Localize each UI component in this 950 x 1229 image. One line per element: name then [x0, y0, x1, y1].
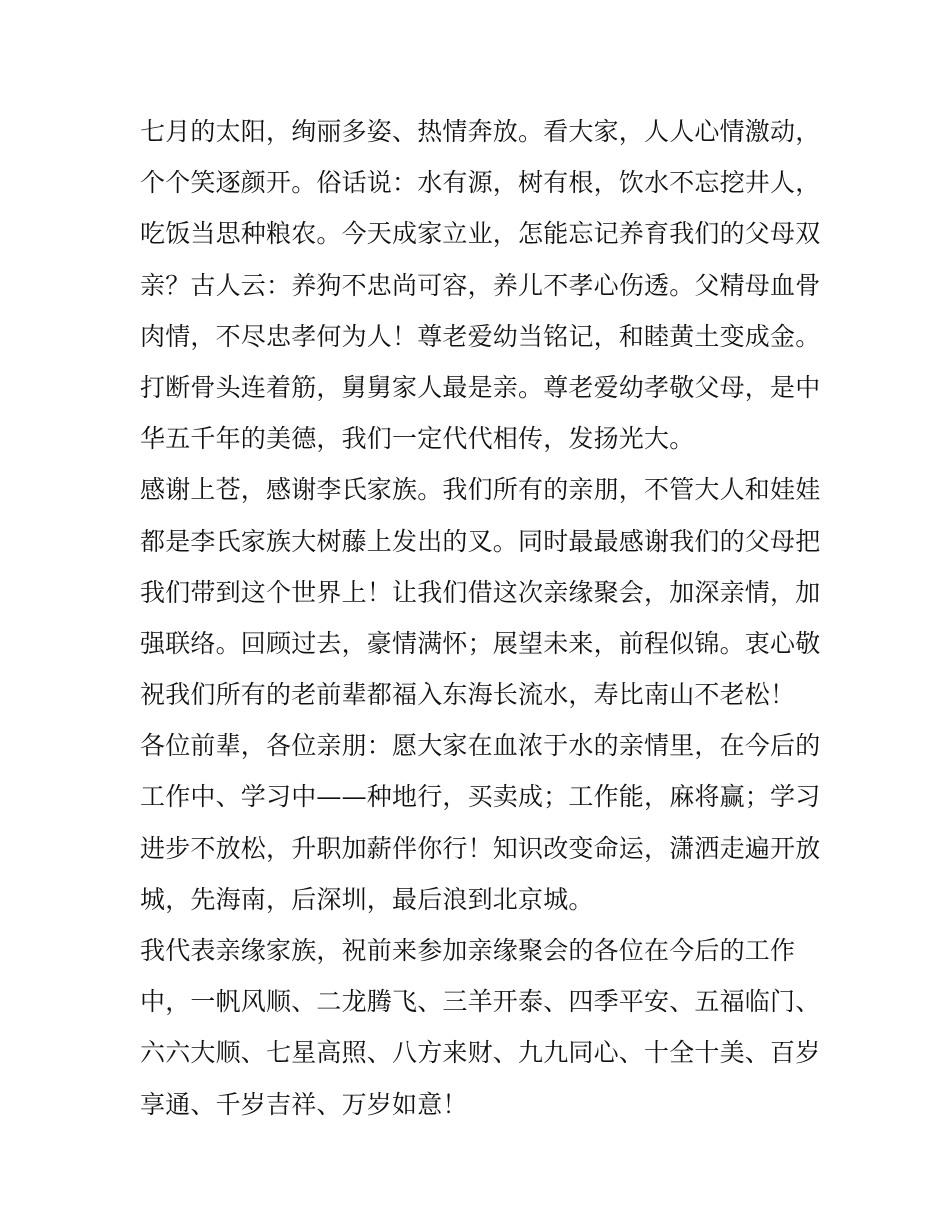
text-line-16: 城，先海南，后深圳，最后浪到北京城。 [140, 884, 594, 914]
text-line-5: 肉情，不尽忠孝何为人！尊老爱幼当铭记，和睦黄土变成金。 [140, 321, 821, 351]
text-line-13: 各位前辈，各位亲朋：愿大家在血浓于水的亲情里，在今后的 [140, 731, 821, 761]
text-line-14: 工作中、学习中——种地行，买卖成；工作能，麻将赢；学习 [140, 782, 821, 812]
text-line-1: 七月的太阳，绚丽多姿、热情奔放。看大家，人人心情激动， [140, 117, 821, 146]
text-line-8: 感谢上苍，感谢李氏家族。我们所有的亲朋，不管大人和娃娃 [140, 475, 821, 505]
text-line-4: 亲？古人云：养狗不忠尚可容，养儿不孝心伤透。父精母血骨 [140, 270, 821, 300]
text-line-9: 都是李氏家族大树藤上发出的叉。同时最最感谢我们的父母把 [140, 526, 821, 556]
text-line-18: 中，一帆风顺、二龙腾飞、三羊开泰、四季平安、五福临门、 [140, 987, 821, 1017]
text-line-12: 祝我们所有的老前辈都福入东海长流水，寿比南山不老松！ [140, 680, 796, 710]
text-line-11: 强联络。回顾过去，豪情满怀；展望未来，前程似锦。衷心敬 [140, 628, 821, 658]
text-line-2: 个个笑逐颜开。俗话说：水有源，树有根，饮水不忘挖井人， [140, 168, 821, 198]
text-line-7: 华五千年的美德，我们一定代代相传，发扬光大。 [140, 424, 695, 454]
document-body [140, 106, 820, 1130]
text-line-6: 打断骨头连着筋，舅舅家人最是亲。尊老爱幼孝敬父母，是中 [140, 372, 821, 402]
text-line-20: 享通、千岁吉祥、万岁如意！ [140, 1089, 468, 1119]
text-line-17: 我代表亲缘家族，祝前来参加亲缘聚会的各位在今后的工作 [140, 936, 796, 965]
text-line-15: 进步不放松，升职加薪伴你行！知识改变命运，潇洒走遍开放 [140, 833, 821, 863]
text-line-3: 吃饭当思种粮农。今天成家立业，怎能忘记养育我们的父母双 [140, 219, 821, 249]
text-line-10: 我们带到这个世界上！让我们借这次亲缘聚会，加深亲情，加 [140, 577, 821, 607]
text-line-19: 六六大顺、七星高照、八方来财、九九同心、十全十美、百岁 [140, 1038, 821, 1068]
